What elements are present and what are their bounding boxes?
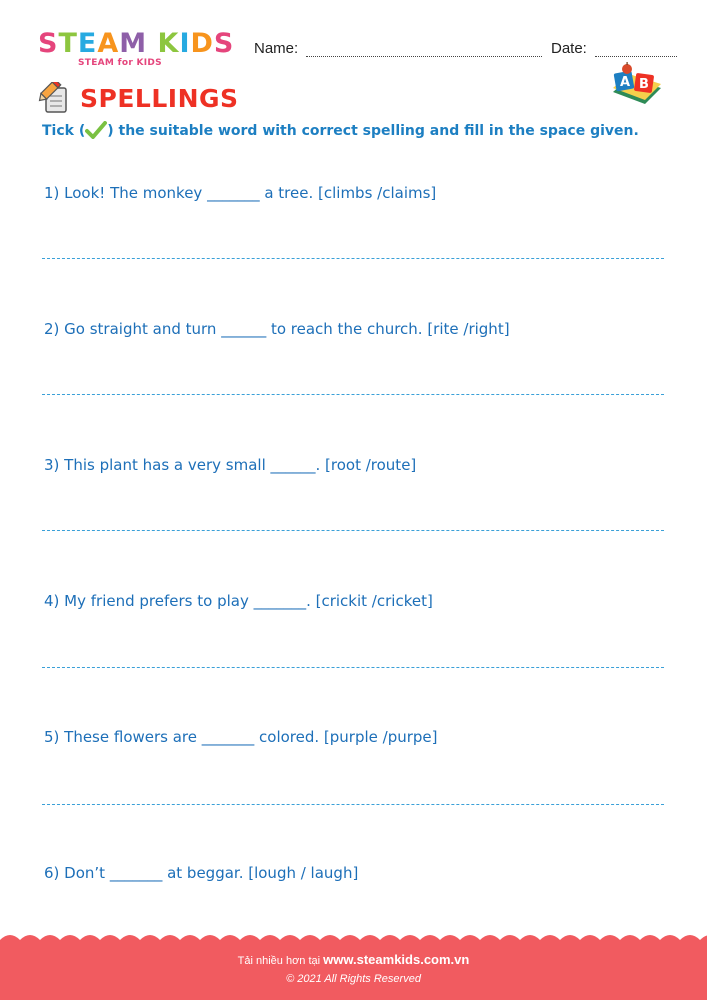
worksheet-title: SPELLINGS	[80, 84, 239, 113]
question-4: 4) My friend prefers to play _______. [crickit /cricket]	[44, 592, 433, 610]
footer-scallop-edge	[0, 932, 707, 948]
answer-line-1[interactable]	[42, 258, 664, 259]
instruction-after: ) the suitable word with correct spelling and fill in the space given.	[107, 123, 639, 139]
instruction-before: Tick (	[42, 123, 86, 139]
logo-wordmark: STEAM KIDS	[38, 28, 235, 59]
question-5: 5) These flowers are _______ colored. [purple /purpe]	[44, 728, 438, 746]
checkmark-icon	[85, 121, 107, 139]
footer-site-line	[0, 952, 707, 967]
answer-line-5[interactable]	[42, 804, 664, 805]
footer-prefix: Tải nhiều hơn tại	[237, 955, 324, 967]
footer-site-link[interactable]: www.steamkids.com.vn	[323, 952, 470, 967]
answer-line-3[interactable]	[42, 530, 664, 531]
name-line	[306, 56, 542, 57]
abc-book-icon	[609, 62, 665, 110]
answer-line-2[interactable]	[42, 394, 664, 395]
date-label: Date:	[551, 40, 587, 57]
question-1: 1) Look! The monkey _______ a tree. [climbs /claims]	[44, 184, 437, 202]
steam-kids-logo	[38, 30, 238, 70]
instruction-text	[42, 121, 639, 139]
footer	[0, 940, 707, 1000]
question-6: 6) Don’t _______ at beggar. [lough / laugh]	[44, 864, 359, 882]
date-line	[595, 56, 677, 57]
name-label: Name:	[254, 40, 299, 57]
answer-line-4[interactable]	[42, 667, 664, 668]
question-3: 3) This plant has a very small ______. [root /route]	[44, 456, 417, 474]
svg-text:B: B	[639, 77, 649, 92]
name-field	[254, 40, 542, 57]
date-field	[551, 40, 677, 57]
footer-copyright: © 2021 All Rights Reserved	[286, 973, 421, 985]
question-2: 2) Go straight and turn ______ to reach the church. [rite /right]	[44, 320, 510, 338]
svg-text:A: A	[620, 75, 631, 90]
pencil-paper-icon	[38, 82, 70, 114]
logo-subtitle: STEAM for KIDS	[78, 58, 162, 68]
